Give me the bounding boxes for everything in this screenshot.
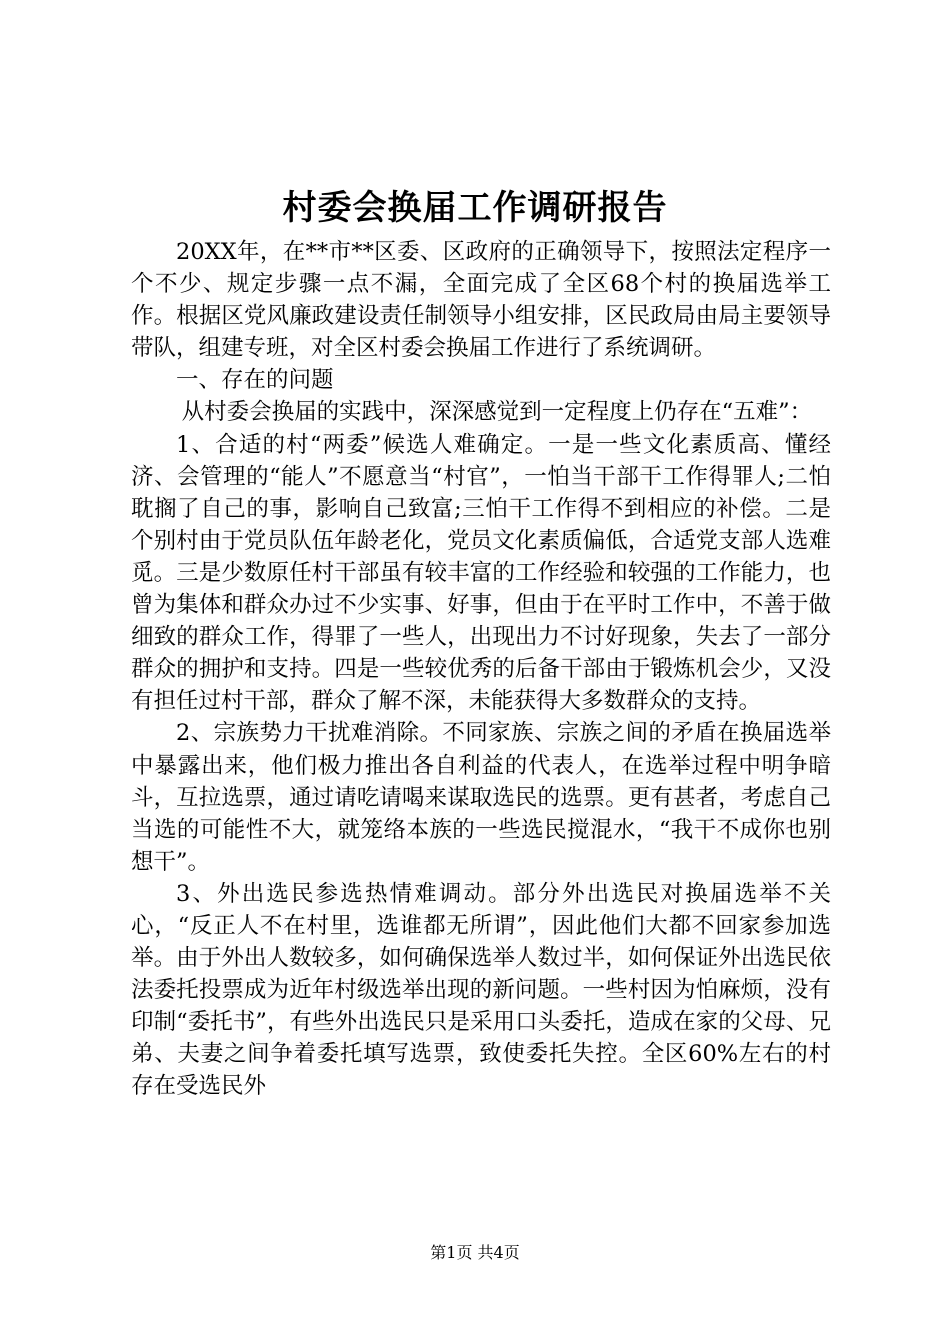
paragraph-five-difficulties: 从村委会换届的实践中，深深感觉到一定程度上仍存在“五难”：	[181, 399, 813, 426]
page-footer: 第1页 共4页	[430, 1243, 520, 1262]
section-heading-problems: 一、存在的问题	[176, 367, 334, 394]
paragraph-point-3: 3、外出选民参选热情难调动。部分外出选民对换届选举不关心，“反正人不在村里，选谁都无所谓”，因此他们大都不回家参加选举。由于外出人数较多，如何确保选举人数过半，如何保证外出选民依法委托投票成为近年村级选举出现的新问题。一些村因为怕麻烦，没有印制“委托书”，有些外出选民只是采用口头委托，造成在家的父母、兄弟、夫妻之间争着委托填写选票，致使委托失控。全区60%左右的村存在受选民外	[131, 880, 831, 1100]
paragraph-point-1: 1、合适的村“两委”候选人难确定。一是一些文化素质高、懂经济、会管理的“能人”不愿意当“村官”，一怕当干部干工作得罪人;二怕耽搁了自己的事，影响自己致富;三怕干工作得不到相应的补偿。二是个别村由于党员队伍年龄老化，党员文化素质偏低，合适党支部人选难觅。三是少数原任村干部虽有较丰富的工作经验和较强的工作能力，也曾为集体和群众办过不少实事、好事，但由于在平时工作中，不善于做细致的群众工作，得罪了一些人，出现出力不讨好现象，失去了一部分群众的拥护和支持。四是一些较优秀的后备干部由于锻炼机会少，又没有担任过村干部，群众了解不深，未能获得大多数群众的支持。	[131, 431, 831, 715]
document-body	[131, 236, 831, 1103]
paragraph-intro: 20XX年，在**市**区委、区政府的正确领导下，按照法定程序一个不少、规定步骤一点不漏，全面完成了全区68个村的换届选举工作。根据区党风廉政建设责任制领导小组安排，区民政局由局主要领导带队，组建专班，对全区村委会换届工作进行了系统调研。	[131, 239, 831, 362]
document-title: 村委会换届工作调研报告	[282, 188, 668, 228]
paragraph-point-2: 2、宗族势力干扰难消除。不同家族、宗族之间的矛盾在换届选举中暴露出来，他们极力推出各自利益的代表人，在选举过程中明争暗斗，互拉选票，通过请吃请喝来谋取选民的选票。更有甚者，考虑自己当选的可能性不大，就笼络本族的一些选民搅混水，“我干不成你也别想干”。	[131, 720, 831, 875]
